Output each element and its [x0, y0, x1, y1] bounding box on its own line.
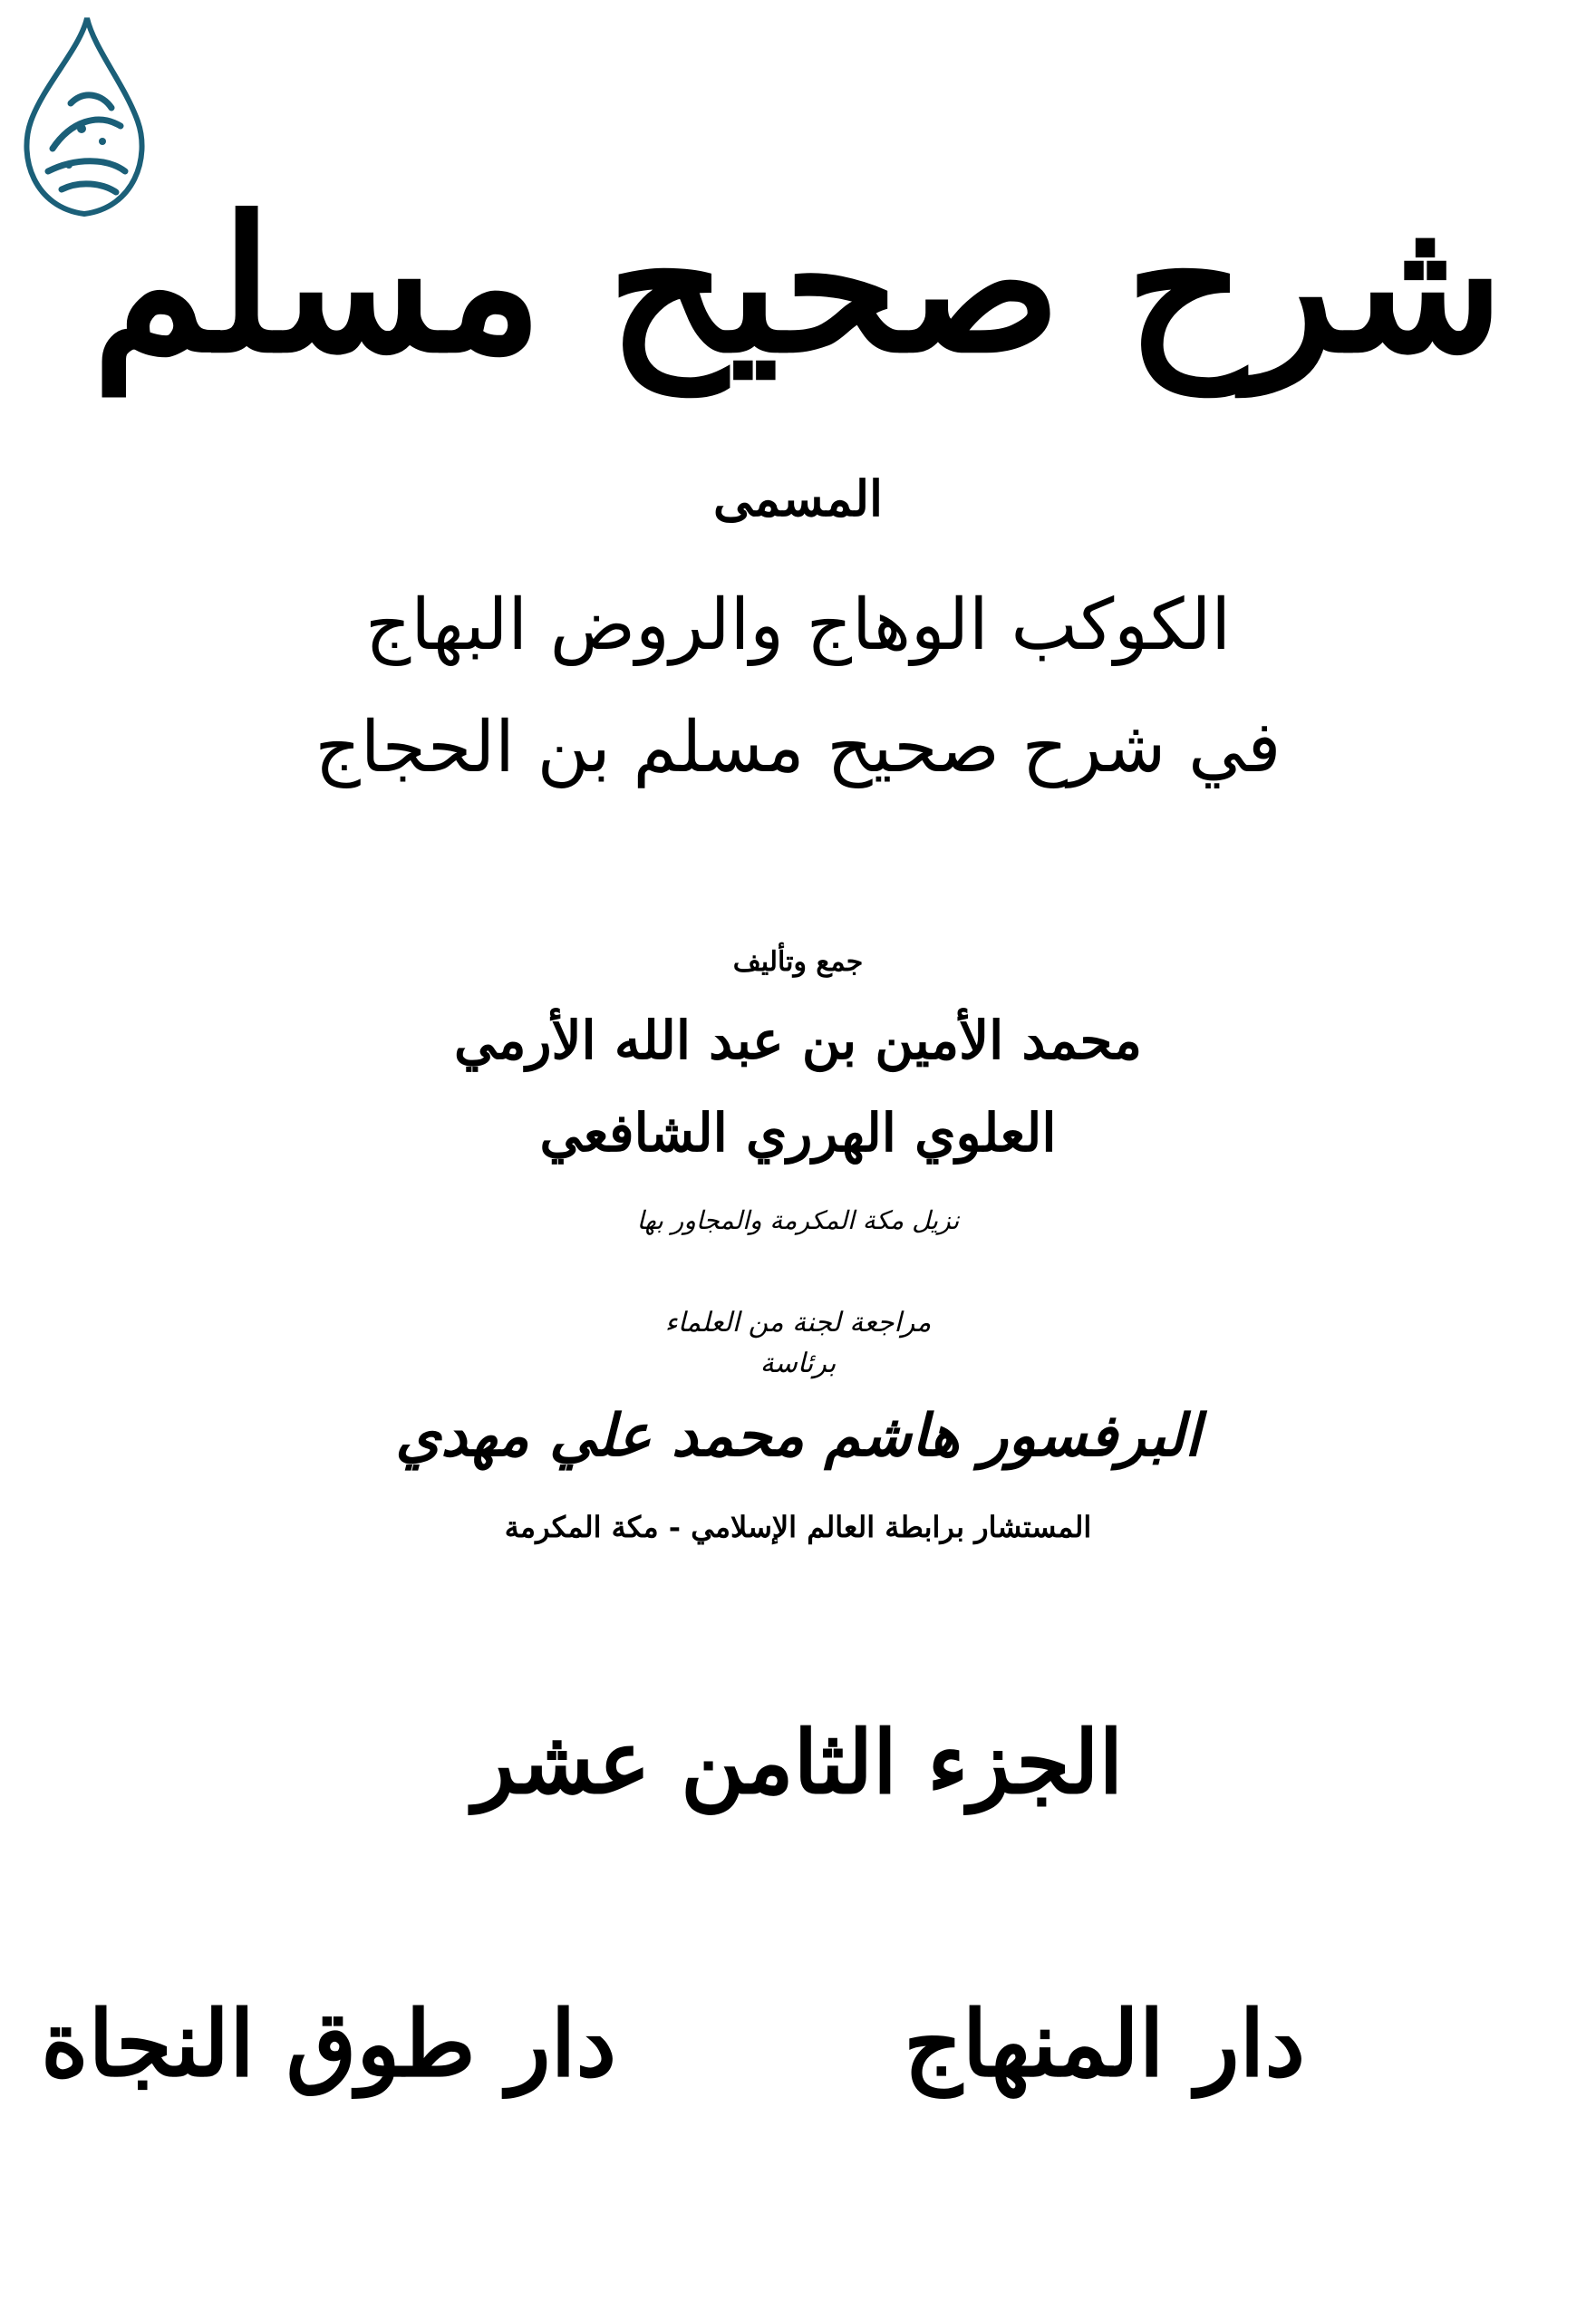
- publisher-dar-tawq-al-najah: دار طوق النجاة: [41, 1990, 616, 2097]
- subtitle-line-1: الكوكب الوهاج والروض البهاج: [364, 585, 1232, 666]
- book-title: شرح صحيح مسلم: [92, 177, 1504, 394]
- author-name-line-1: محمد الأمين بن عبد الله الأرمي: [454, 1010, 1142, 1071]
- compiled-by-label: جمع وتأليف: [732, 946, 864, 978]
- review-committee-label: مراجعة لجنة من العلماء: [664, 1307, 932, 1339]
- author-residence: نزيل مكة المكرمة والمجاور بها: [636, 1205, 960, 1235]
- supervisor-title: المستشار برابطة العالم الإسلامي - مكة المكرمة: [504, 1510, 1092, 1544]
- named-label: المسمى: [712, 469, 884, 527]
- author-name-line-2: العلوي الهرري الشافعي: [539, 1102, 1057, 1164]
- subtitle-line-2: في شرح صحيح مسلم بن الحجاج: [314, 707, 1282, 788]
- publisher-dar-al-minhaj: دار المنهاج: [904, 1990, 1305, 2097]
- chaired-by-label: برئاسة: [759, 1348, 837, 1379]
- volume-number: الجزء الثامن عشر: [472, 1711, 1124, 1813]
- supervisor-name: البرفسور هاشم محمد علي مهدي: [395, 1402, 1201, 1470]
